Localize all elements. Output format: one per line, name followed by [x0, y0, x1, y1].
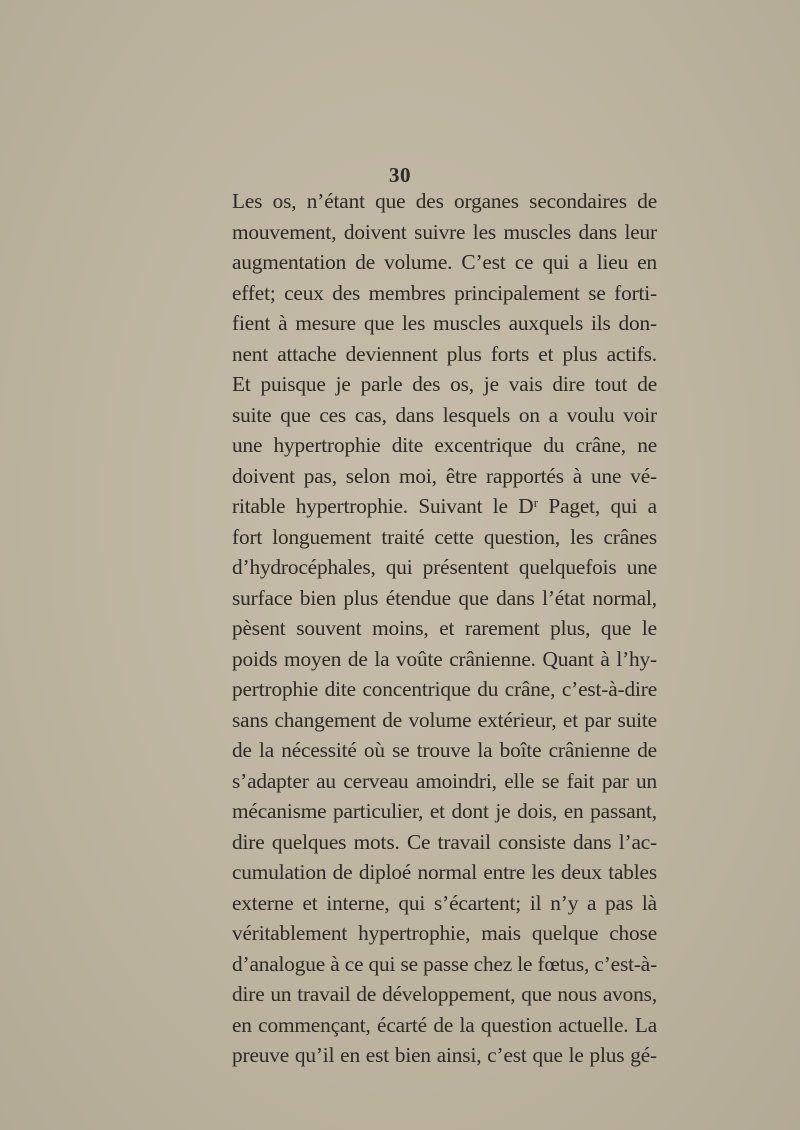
text-line: effet; ceux des membres principalement se forti-: [232, 280, 657, 305]
text-line: preuve qu’il en est bien ainsi, c’est que le plus gé-: [232, 1043, 657, 1067]
page-number: 30: [389, 163, 411, 187]
text-line: externe et interne, qui s’écartent; il n’y a pas là: [232, 890, 657, 915]
text-line: ritable hypertrophie. Suivant le Dʳ Paget, qui a: [232, 494, 657, 518]
text-line: augmentation de volume. C’est ce qui a lieu en: [232, 250, 657, 274]
text-line: cumulation de diploé normal entre les deux tables: [232, 860, 657, 884]
text-line: véritablement hypertrophie, mais quelque chose: [232, 921, 657, 945]
text-line: une hypertrophie dite excentrique du crâne, ne: [232, 433, 657, 457]
text-line: pertrophie dite concentrique du crâne, c’est-à-dire: [232, 677, 657, 701]
text-line: en commençant, écarté de la question actuelle. La: [232, 1012, 657, 1037]
body-text: [232, 186, 657, 1071]
text-line: s’adapter au cerveau amoindri, elle se fait par un: [232, 768, 657, 793]
text-line: dire un travail de développement, que nous avons,: [232, 982, 657, 1006]
text-line: d’hydrocéphales, qui présentent quelquefois une: [232, 555, 657, 579]
text-line: dire quelques mots. Ce travail consiste dans l’ac-: [232, 829, 657, 854]
text-line: de la nécessité où se trouve la boîte crânienne de: [232, 738, 657, 762]
text-line: Les os, n’étant que des organes secondaires de: [232, 189, 657, 213]
text-line: nent attache deviennent plus forts et plus actifs.: [232, 341, 657, 366]
text-line: mécanisme particulier, et dont je dois, en passant,: [232, 799, 657, 823]
text-line: sans changement de volume extérieur, et par suite: [232, 707, 657, 732]
text-line: fient à mesure que les muscles auxquels ils don-: [232, 311, 657, 335]
text-line: pèsent souvent moins, et rarement plus, que le: [232, 616, 657, 640]
text-line: fort longuement traité cette question, les crânes: [232, 524, 657, 549]
text-line: suite que ces cas, dans lesquels on a voulu voir: [232, 402, 657, 427]
text-line: d’analogue à ce qui se passe chez le fœtus, c’est-à-: [232, 951, 658, 976]
text-line: mouvement, doivent suivre les muscles dans leur: [232, 219, 657, 244]
text-line: surface bien plus étendue que dans l’état normal,: [232, 585, 657, 610]
text-line: Et puisque je parle des os, je vais dire tout de: [232, 372, 657, 396]
text-line: poids moyen de la voûte crânienne. Quant à l’hy-: [232, 646, 657, 671]
text-line: doivent pas, selon moi, être rapportés à une vé-: [232, 463, 657, 488]
